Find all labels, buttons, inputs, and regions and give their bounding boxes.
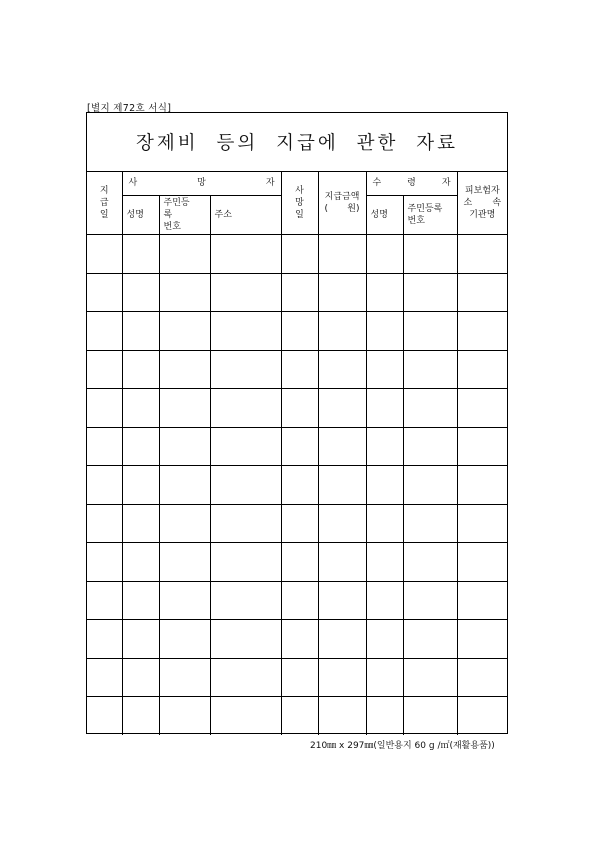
table-cell[interactable] xyxy=(87,543,122,582)
table-cell[interactable] xyxy=(87,235,122,274)
table-cell[interactable] xyxy=(318,620,366,659)
table-cell[interactable] xyxy=(457,312,507,351)
table-cell[interactable] xyxy=(318,504,366,543)
table-row xyxy=(87,273,507,312)
table-cell[interactable] xyxy=(457,389,507,428)
table-row xyxy=(87,350,507,389)
table-cell[interactable] xyxy=(281,312,318,351)
table-cell[interactable] xyxy=(210,581,281,620)
table-row xyxy=(87,504,507,543)
header-death-date: 사 망 일 xyxy=(281,171,318,235)
table-cell[interactable] xyxy=(457,581,507,620)
table-cell[interactable] xyxy=(210,466,281,505)
table-cell[interactable] xyxy=(159,697,210,735)
table-cell[interactable] xyxy=(281,504,318,543)
table-cell[interactable] xyxy=(403,427,457,466)
table-row xyxy=(87,235,507,274)
table-row xyxy=(87,427,507,466)
table-cell[interactable] xyxy=(457,350,507,389)
table-row xyxy=(87,466,507,505)
header-insured-org: 피보험자 소 속 기관명 xyxy=(457,171,507,235)
table-cell[interactable] xyxy=(281,620,318,659)
table-cell[interactable] xyxy=(281,350,318,389)
table-cell[interactable] xyxy=(122,658,159,697)
table-cell[interactable] xyxy=(87,697,122,735)
table-cell[interactable] xyxy=(122,466,159,505)
table-cell[interactable] xyxy=(210,620,281,659)
title-box xyxy=(87,113,507,172)
table-cell[interactable] xyxy=(281,273,318,312)
table-cell[interactable] xyxy=(122,581,159,620)
header-deceased-id: 주민등 록 번호 xyxy=(159,196,210,235)
table-cell[interactable] xyxy=(87,581,122,620)
table-cell[interactable] xyxy=(318,466,366,505)
table-cell[interactable] xyxy=(403,620,457,659)
table-cell[interactable] xyxy=(403,235,457,274)
table-cell[interactable] xyxy=(210,427,281,466)
table-row xyxy=(87,658,507,697)
table-cell[interactable] xyxy=(457,273,507,312)
table-cell[interactable] xyxy=(403,312,457,351)
table-cell[interactable] xyxy=(457,697,507,735)
table-cell[interactable] xyxy=(403,466,457,505)
table-cell[interactable] xyxy=(403,543,457,582)
table-cell[interactable] xyxy=(318,658,366,697)
table-cell[interactable] xyxy=(87,389,122,428)
header-recipient-id: 주민등록 번호 xyxy=(403,196,457,235)
table-cell[interactable] xyxy=(210,312,281,351)
table-cell[interactable] xyxy=(403,697,457,735)
table-cell[interactable] xyxy=(210,350,281,389)
table-cell[interactable] xyxy=(366,581,403,620)
table-cell[interactable] xyxy=(87,350,122,389)
table-cell[interactable] xyxy=(366,235,403,274)
table-cell[interactable] xyxy=(318,581,366,620)
table-cell[interactable] xyxy=(457,466,507,505)
header-deceased-address: 주소 xyxy=(210,196,281,235)
table-cell[interactable] xyxy=(122,543,159,582)
table-cell[interactable] xyxy=(457,427,507,466)
table-cell[interactable] xyxy=(281,658,318,697)
table-cell[interactable] xyxy=(403,504,457,543)
table-cell[interactable] xyxy=(403,581,457,620)
table-cell[interactable] xyxy=(159,543,210,582)
table-cell[interactable] xyxy=(457,235,507,274)
table-cell[interactable] xyxy=(318,350,366,389)
table-cell[interactable] xyxy=(159,504,210,543)
table-cell[interactable] xyxy=(122,389,159,428)
table-cell[interactable] xyxy=(159,350,210,389)
table-cell[interactable] xyxy=(87,273,122,312)
table-row xyxy=(87,312,507,351)
table-cell[interactable] xyxy=(122,312,159,351)
table-cell[interactable] xyxy=(87,620,122,659)
table-cell[interactable] xyxy=(210,273,281,312)
table-cell[interactable] xyxy=(281,581,318,620)
header-pay-date: 지 급 일 xyxy=(87,171,122,235)
table-cell[interactable] xyxy=(210,658,281,697)
table-cell[interactable] xyxy=(122,504,159,543)
table-cell[interactable] xyxy=(318,543,366,582)
table-cell[interactable] xyxy=(87,658,122,697)
table-cell[interactable] xyxy=(318,235,366,274)
table-cell[interactable] xyxy=(366,543,403,582)
table-row xyxy=(87,581,507,620)
header-recipient-name: 성명 xyxy=(366,196,403,235)
table-cell[interactable] xyxy=(87,504,122,543)
table-cell[interactable] xyxy=(457,504,507,543)
table-cell[interactable] xyxy=(403,389,457,428)
table-cell[interactable] xyxy=(318,697,366,735)
table-cell[interactable] xyxy=(457,658,507,697)
table-cell[interactable] xyxy=(366,273,403,312)
table-cell[interactable] xyxy=(122,620,159,659)
table-cell[interactable] xyxy=(159,389,210,428)
table-cell[interactable] xyxy=(366,312,403,351)
form-label: [별지 제72호 서식] xyxy=(87,103,172,114)
table-cell[interactable] xyxy=(366,389,403,428)
table-cell[interactable] xyxy=(159,466,210,505)
table-cell[interactable] xyxy=(281,697,318,735)
table-cell[interactable] xyxy=(403,658,457,697)
table-cell[interactable] xyxy=(366,697,403,735)
table-cell[interactable] xyxy=(159,273,210,312)
table-cell[interactable] xyxy=(318,273,366,312)
table-cell[interactable] xyxy=(366,350,403,389)
form-title: 장제비 등의 지급에 관한 자료 xyxy=(136,133,458,154)
table-cell[interactable] xyxy=(281,235,318,274)
table-cell[interactable] xyxy=(122,427,159,466)
table-cell[interactable] xyxy=(159,235,210,274)
table-cell[interactable] xyxy=(281,389,318,428)
table-cell[interactable] xyxy=(122,350,159,389)
table-cell[interactable] xyxy=(159,312,210,351)
table-cell[interactable] xyxy=(87,312,122,351)
table-cell[interactable] xyxy=(210,235,281,274)
header-amount: 지급금액 ( 원) xyxy=(318,171,366,235)
header-deceased-name: 성명 xyxy=(122,196,159,235)
table-cell[interactable] xyxy=(159,658,210,697)
table-cell[interactable] xyxy=(159,620,210,659)
table-cell[interactable] xyxy=(281,543,318,582)
table-cell[interactable] xyxy=(457,543,507,582)
table-row xyxy=(87,697,507,735)
table-cell[interactable] xyxy=(403,273,457,312)
header-deceased: 사 망 자 xyxy=(122,171,281,196)
table-row xyxy=(87,389,507,428)
table-cell[interactable] xyxy=(281,466,318,505)
header-recipient: 수 령 자 xyxy=(366,171,457,196)
table-row xyxy=(87,620,507,659)
table-cell[interactable] xyxy=(366,466,403,505)
data-table xyxy=(87,171,507,735)
table-cell[interactable] xyxy=(281,427,318,466)
table-cell[interactable] xyxy=(210,697,281,735)
table-cell[interactable] xyxy=(87,427,122,466)
table-cell[interactable] xyxy=(318,389,366,428)
table-cell[interactable] xyxy=(87,466,122,505)
table-cell[interactable] xyxy=(318,312,366,351)
table-cell[interactable] xyxy=(210,389,281,428)
table-cell[interactable] xyxy=(159,581,210,620)
table-cell[interactable] xyxy=(366,504,403,543)
table-cell[interactable] xyxy=(366,658,403,697)
paper-spec-footer: 210㎜ x 297㎜(일반용지 60 g /㎡(재활용품)) xyxy=(310,741,495,751)
table-cell[interactable] xyxy=(366,427,403,466)
table-cell[interactable] xyxy=(210,543,281,582)
table-cell[interactable] xyxy=(210,504,281,543)
table-cell[interactable] xyxy=(366,620,403,659)
table-cell[interactable] xyxy=(122,697,159,735)
table-cell[interactable] xyxy=(122,273,159,312)
table-cell[interactable] xyxy=(159,427,210,466)
table-cell[interactable] xyxy=(403,350,457,389)
table-cell[interactable] xyxy=(318,427,366,466)
table-cell[interactable] xyxy=(457,620,507,659)
table-row xyxy=(87,543,507,582)
form-frame xyxy=(86,112,508,734)
table-cell[interactable] xyxy=(122,235,159,274)
